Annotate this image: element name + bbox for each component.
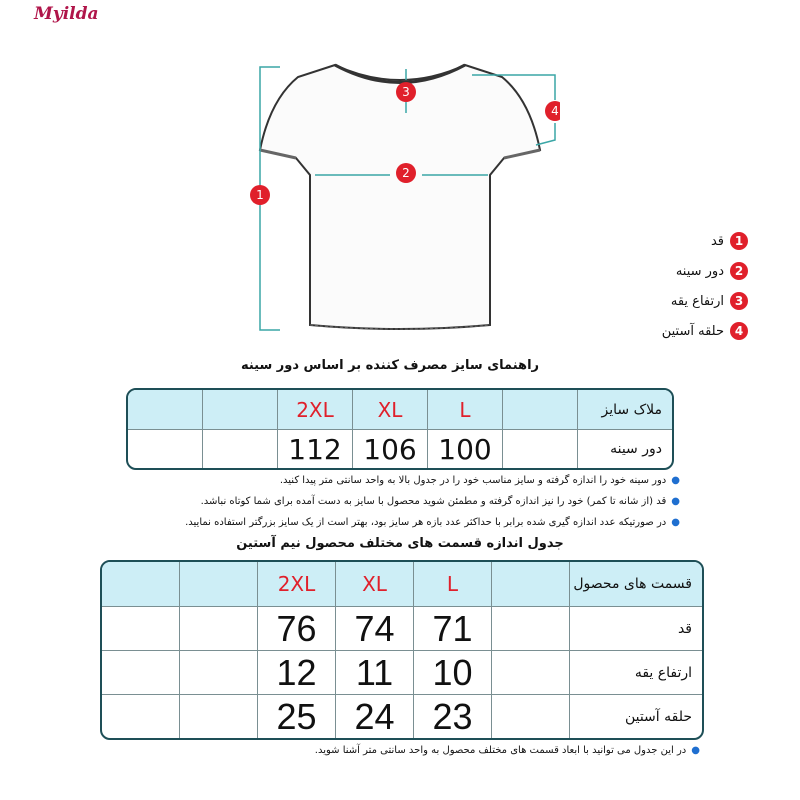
empty-cell: [180, 607, 258, 651]
size-header-xl: XL: [353, 390, 428, 430]
bullet-icon: ●: [671, 517, 680, 528]
legend-item-sleeve: [588, 316, 748, 346]
empty-cell: [128, 430, 203, 468]
marker-3: [396, 82, 416, 102]
value-cell: 100: [428, 430, 503, 468]
value-cell: 24: [336, 695, 414, 738]
empty-cell: [180, 651, 258, 695]
bullet-icon: ●: [671, 475, 680, 486]
brand-logo: Myilda: [34, 4, 99, 24]
value-cell: 23: [414, 695, 492, 738]
note-text: قد (از شانه تا کمر) خود را نیز اندازه گرفته و مطمئن شوید محصول با سایز به دست آمده برای شما کوتاه نباشد.: [200, 496, 667, 507]
empty-cell: [102, 562, 180, 607]
note-item: [40, 491, 680, 512]
note-text: دور سینه خود را اندازه گرفته و سایز مناسب خود را در جدول بالا به واحد سانتی متر پیدا کنید.: [279, 475, 667, 486]
legend-label: حلقه آستین: [661, 323, 724, 339]
table-row: [128, 430, 672, 468]
empty-cell: [503, 390, 578, 430]
row-label: دور سینه: [610, 441, 662, 457]
bullet-icon: ●: [671, 496, 680, 507]
table-row: [102, 695, 702, 738]
empty-cell: [180, 562, 258, 607]
size-guide-notes: [40, 470, 680, 533]
marker-4-label: 4: [551, 104, 559, 118]
empty-cell: [492, 695, 570, 738]
value-cell: 12: [258, 651, 336, 695]
product-measurements-table: [100, 560, 704, 740]
table-row: [102, 607, 702, 651]
legend-label: دور سینه: [675, 263, 724, 279]
legend-number: 2: [730, 262, 748, 280]
note-item: [40, 470, 680, 491]
marker-3-label: 3: [402, 85, 410, 99]
marker-1-label: 1: [256, 188, 264, 202]
table-row: [102, 651, 702, 695]
tshirt-outline: [260, 65, 540, 329]
size-guide-table: [126, 388, 674, 470]
bullet-icon: ●: [691, 745, 700, 756]
empty-cell: [102, 651, 180, 695]
note-item: [200, 740, 700, 761]
note-item: [40, 512, 680, 533]
empty-cell: [492, 562, 570, 607]
marker-2-label: 2: [402, 166, 410, 180]
measurement-legend: [588, 226, 748, 346]
row-label: ارتفاع یقه: [570, 651, 702, 695]
value-cell: 10: [414, 651, 492, 695]
tshirt-diagram: [240, 55, 560, 345]
marker-1: [250, 185, 270, 205]
legend-label: قد: [710, 233, 724, 249]
value-cell: 71: [414, 607, 492, 651]
size-header-xl: XL: [336, 562, 414, 607]
note-text: در این جدول می توانید با ابعاد قسمت های مختلف محصول به واحد سانتی متر آشنا شوید.: [314, 745, 687, 756]
empty-cell: [102, 607, 180, 651]
value-cell: 11: [336, 651, 414, 695]
row-label: قد: [570, 607, 702, 651]
size-guide-title: راهنمای سایز مصرف کننده بر اساس دور سینه: [240, 358, 540, 373]
empty-cell: [492, 651, 570, 695]
legend-item-height: [588, 226, 748, 256]
size-header-l: L: [414, 562, 492, 607]
legend-number: 1: [730, 232, 748, 250]
empty-cell: [128, 390, 203, 430]
row-label: حلقه آستین: [624, 708, 692, 725]
size-header-l: L: [428, 390, 503, 430]
empty-cell: [492, 607, 570, 651]
legend-number: 3: [730, 292, 748, 310]
header-label: ملاک سایز: [578, 390, 672, 430]
value-cell: 76: [258, 607, 336, 651]
size-header-2xl: 2XL: [278, 390, 353, 430]
empty-cell: [503, 430, 578, 468]
legend-item-collar: [588, 286, 748, 316]
value-cell: 74: [336, 607, 414, 651]
empty-cell: [203, 390, 278, 430]
empty-cell: [203, 430, 278, 468]
legend-number: 4: [730, 322, 748, 340]
value-cell: 106: [353, 430, 428, 468]
empty-cell: [102, 695, 180, 738]
marker-2: [396, 163, 416, 183]
note-text: در صورتیکه عدد اندازه گیری شده برابر با حداکثر عدد بازه هر سایز بود، بهتر است از یک سایز بزرگتر استفاده نمایید.: [185, 517, 667, 528]
table-header-row: [102, 562, 702, 607]
size-header-2xl: 2XL: [258, 562, 336, 607]
product-measurements-notes: [200, 740, 700, 761]
marker-4: [545, 101, 560, 121]
value-cell: 25: [258, 695, 336, 738]
header-label: قسمت های محصول: [570, 562, 702, 607]
legend-label: ارتفاع یقه: [670, 293, 724, 309]
product-measurements-title: جدول اندازه قسمت های مختلف محصول نیم آستین: [236, 536, 564, 551]
empty-cell: [180, 695, 258, 738]
legend-item-chest: [588, 256, 748, 286]
value-cell: 112: [278, 430, 353, 468]
table-header-row: [128, 390, 672, 430]
